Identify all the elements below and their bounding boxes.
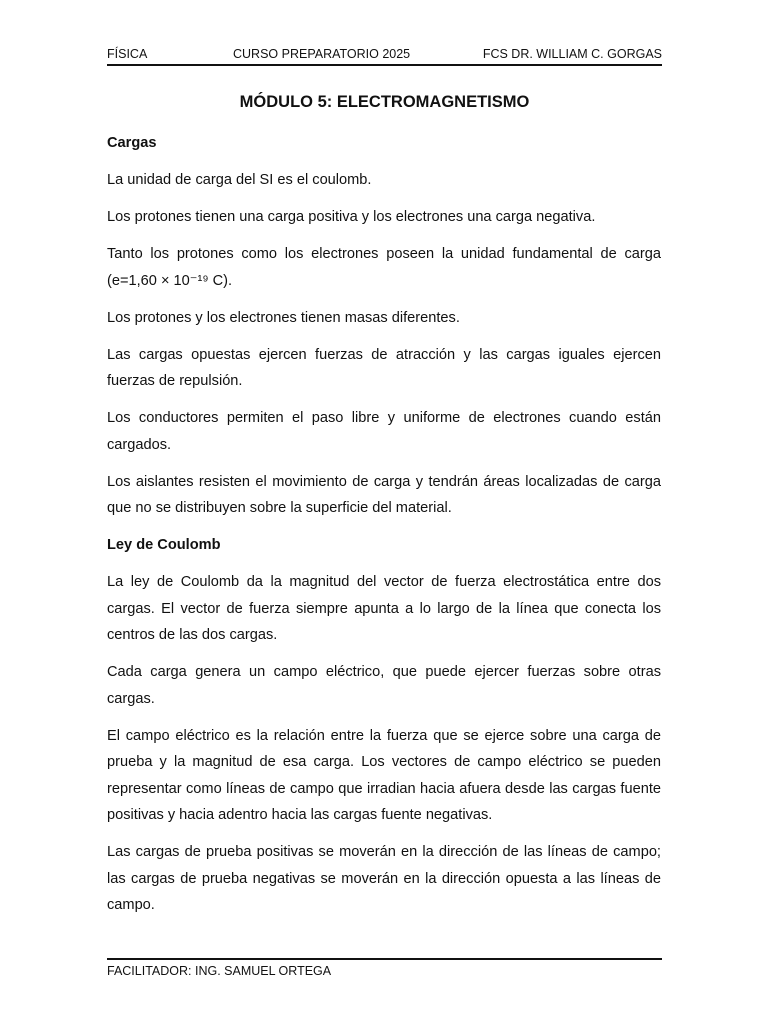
- paragraph: Las cargas de prueba positivas se moverán en la dirección de las líneas de campo; las cargas de prueba negativas se moverán en la dirección opuesta a las líneas de campo.: [107, 844, 661, 913]
- section-heading-coulomb: Ley de Coulomb: [107, 537, 221, 553]
- header-divider: [107, 64, 662, 66]
- module-title: MÓDULO 5: ELECTROMAGNETISMO: [239, 93, 530, 111]
- paragraph: Los protones tienen una carga positiva y los electrones una carga negativa.: [107, 209, 596, 225]
- paragraph: Las cargas opuestas ejercen fuerzas de atracción y las cargas iguales ejercen fuerzas de repulsión.: [107, 346, 661, 389]
- header-course: CURSO PREPARATORIO 2025: [233, 47, 411, 61]
- footer-divider: [107, 958, 662, 960]
- paragraph: La ley de Coulomb da la magnitud del vector de fuerza electrostática entre dos cargas. El vector de fuerza siempre apunta a lo largo de la línea que conecta los centros de las dos cargas.: [107, 574, 661, 643]
- paragraph: Cada carga genera un campo eléctrico, que puede ejercer fuerzas sobre otras cargas.: [107, 664, 661, 707]
- footer-facilitator: FACILITADOR: ING. SAMUEL ORTEGA: [107, 964, 332, 978]
- paragraph: Los aislantes resisten el movimiento de carga y tendrán áreas localizadas de carga que no se distribuyen sobre la superficie del material.: [107, 473, 661, 516]
- section-heading-cargas: Cargas: [107, 135, 157, 151]
- header-institution: FCS DR. WILLIAM C. GORGAS: [482, 47, 662, 61]
- document-body: [107, 130, 661, 929]
- header-subject: FÍSICA: [107, 47, 148, 61]
- paragraph: El campo eléctrico es la relación entre la fuerza que se ejerce sobre una carga de prueba y la magnitud de esa carga. Los vectores de campo eléctrico se pueden representar como líneas de campo que irradian hacia afuera desde las cargas fuente positivas y hacia adentro hacia las cargas fuente negativas.: [107, 727, 661, 823]
- paragraph: La unidad de carga del SI es el coulomb.: [107, 172, 372, 188]
- paragraph: Los protones y los electrones tienen masas diferentes.: [107, 309, 460, 326]
- page-header: [107, 46, 662, 65]
- paragraph: Los conductores permiten el paso libre y uniforme de electrones cuando están cargados.: [107, 410, 661, 453]
- paragraph: Tanto los protones como los electrones poseen la unidad fundamental de carga (e=1,60 × 10⁻¹⁹ C).: [107, 246, 661, 289]
